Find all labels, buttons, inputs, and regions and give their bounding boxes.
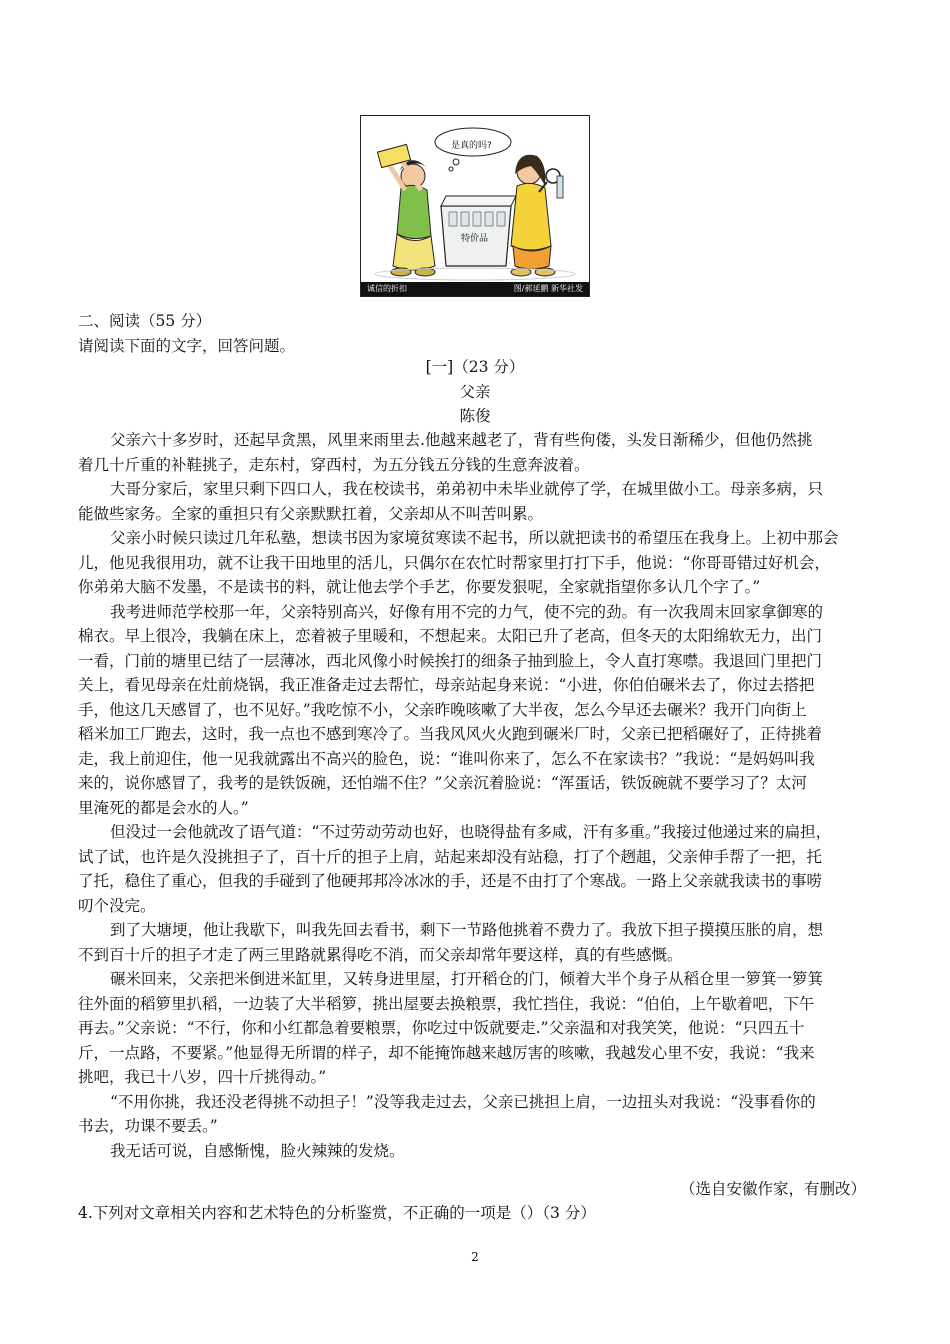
text-line: 大哥分家后，家里只剩下四口人，我在校读书，弟弟初中未毕业就停了学，在城里做小工。母亲多病，只 — [110, 480, 824, 498]
text-line: 斤，一点路，不要紧。”他显得无所谓的样子，却不能掩饰越来越厉害的咳嗽，我越发心里不安，我说：“我来 — [78, 1043, 815, 1062]
paragraph — [78, 428, 874, 477]
text-line: 往外面的稻箩里扒稻，一边装了大半稻箩，挑出屋要去换粮票，我忙挡住，我说：“伯伯，上午歇着吧，下午 — [78, 994, 815, 1013]
article-title: 父亲 — [459, 383, 491, 401]
text-line: 碾米回来，父亲把米倒进米缸里，又转身进里屋，打开稻仓的门，倾着大半个身子从稻仓里一箩箕一箩箕 — [110, 970, 824, 988]
cartoon-caption-credit: 图/郝延鹏 新华社发 — [513, 284, 583, 293]
paragraph — [78, 477, 874, 526]
paragraph — [78, 526, 874, 600]
text-line: 再去。”父亲说：“不行，你和小红都急着要粮票，你吃过中饭就要走.”父亲温和对我笑笑，他说：“只四五十 — [78, 1019, 805, 1037]
text-line: 走，我上前迎住，他一见我就露出不高兴的脸色，说：“谁叫你来了，怎么不在家读书？”我说：“是妈妈叫我 — [78, 749, 815, 768]
page-number: 2 — [471, 1250, 479, 1264]
text-line: 能做些家务。全家的重担只有父亲默默扛着，父亲却从不叫苦叫累。 — [78, 504, 544, 523]
bargain-box-label: 特价品 — [461, 234, 489, 244]
text-line: “不用你挑，我还没老得挑不动担子！”没等我走过去，父亲已挑担上肩，一边扭头对我说：“没事看你的 — [110, 1092, 816, 1111]
question-4: 4.下列对文章相关内容和艺术特色的分析鉴赏，不正确的一项是（）（3 分） — [78, 1204, 596, 1222]
text-line: 着几十斤重的补鞋挑子，走东村，穿西村，为五分钱五分钱的生意奔波着。 — [78, 455, 590, 474]
paragraph — [78, 820, 874, 918]
text-line: 一看，门前的塘里已结了一层薄冰，西北风像小时候挨打的细条子抽到脸上，令人直打寒噤。我退回门里把门 — [78, 651, 823, 670]
paragraph — [78, 1139, 874, 1164]
section-heading: 二、阅读（55 分） — [78, 312, 212, 330]
cartoon-caption-title: 诚信的折扣 — [367, 284, 407, 293]
text-line: 书去，功课不要丢。” — [78, 1117, 218, 1135]
text-line: 不到百十斤的担子才走了两三里路就累得吃不消，而父亲却常年要这样，真的有些感慨。 — [78, 945, 683, 964]
cartoon-illustration — [360, 115, 590, 297]
text-line: 里淹死的都是会水的人。” — [78, 798, 249, 817]
text-line: 父亲六十多岁时，还起早贪黑，风里来雨里去.他越来越老了，背有些佝偻，头发日渐稀少，但他仍然挑 — [110, 431, 813, 449]
text-line: 稻米加工厂跑去，这时，我一点也不感到寒冷了。当我风风火火跑到碾米厂时，父亲已把稻碾好了，正待挑着 — [78, 725, 823, 743]
text-line: 了托，稳住了重心，但我的手碰到了他硬邦邦冷冰冰的手，还是不由打了个寒战。一路上父亲就我读书的事唠 — [78, 872, 823, 890]
text-line: 挑吧，我已十八岁，四十斤挑得动。” — [78, 1068, 327, 1086]
text-line: 叨个没完。 — [78, 896, 156, 915]
text-line: 我考进师范学校那一年，父亲特别高兴，好像有用不完的力气，使不完的劲。有一次我周末回家拿御寒的 — [110, 602, 824, 621]
text-line: 你弟弟大脑不发墨，不是读书的料，就让他去学个手艺，你要发狠呢，全家就指望你多认几个字了。” — [78, 578, 761, 596]
text-line: 来的，说你感冒了，我考的是铁饭碗，还怕端不住？”父亲沉着脸说：“浑蛋话，铁饭碗就不要学习了？太河 — [78, 774, 807, 792]
instruction-text: 请阅读下面的文字，回答问题。 — [78, 336, 296, 355]
text-line: 儿，他见我很用功，就不让我干田地里的活儿，只偶尔在农忙时帮家里打打下手，他说：“你哥哥错过好机会， — [78, 553, 830, 572]
text-line: 试了试，也许是久没挑担子了，百十斤的担子上肩，站起来却没有站稳，打了个趔趄，父亲伸手帮了一把，托 — [78, 847, 823, 866]
text-line: 父亲小时候只读过几年私塾，想读书因为家境贫寒读不起书，所以就把读书的希望压在我身上。上初中那会 — [110, 529, 839, 547]
section-heading-block — [78, 309, 874, 358]
text-line: 但没过一会他就改了语气道：“不过劳动劳动也好，也晓得盐有多咸，汗有多重。”我接过他递过来的扁担， — [110, 823, 832, 841]
text-line: 我无话可说，自感惭愧，脸火辣辣的发烧。 — [110, 1141, 405, 1160]
text-line: 棉衣。早上很冷，我躺在床上，恋着被子里暖和，不想起来。太阳已升了老高，但冬天的太阳绵软无力，出门 — [78, 627, 823, 645]
article-author: 陈俊 — [459, 407, 491, 425]
paragraph — [78, 967, 874, 1090]
paragraph — [78, 1090, 874, 1139]
speech-bubble-text: 是真的吗? — [451, 141, 492, 151]
cartoon-caption-bar — [361, 282, 589, 296]
text-line: 关上，看见母亲在灶前烧锅，我正准备走过去帮忙，母亲站起身来说：“小进，你伯伯碾米去了，你过去搭把 — [78, 676, 815, 694]
text-line: 到了大塘埂，他让我歇下，叫我先回去看书，剩下一节路他挑着不费力了。我放下担子摸摸压胀的肩，想 — [110, 921, 824, 939]
text-line: 手，他这几天感冒了，也不见好。”我吃惊不小，父亲昨晚咳嗽了大半夜，怎么今早还去碾米？我开门向街上 — [78, 700, 807, 719]
part-label: [一]（23 分） — [425, 358, 525, 376]
article-body — [78, 428, 874, 1163]
paragraph — [78, 600, 874, 821]
paragraph — [78, 918, 874, 967]
source-note: （选自安徽作家，有删改） — [679, 1180, 866, 1198]
